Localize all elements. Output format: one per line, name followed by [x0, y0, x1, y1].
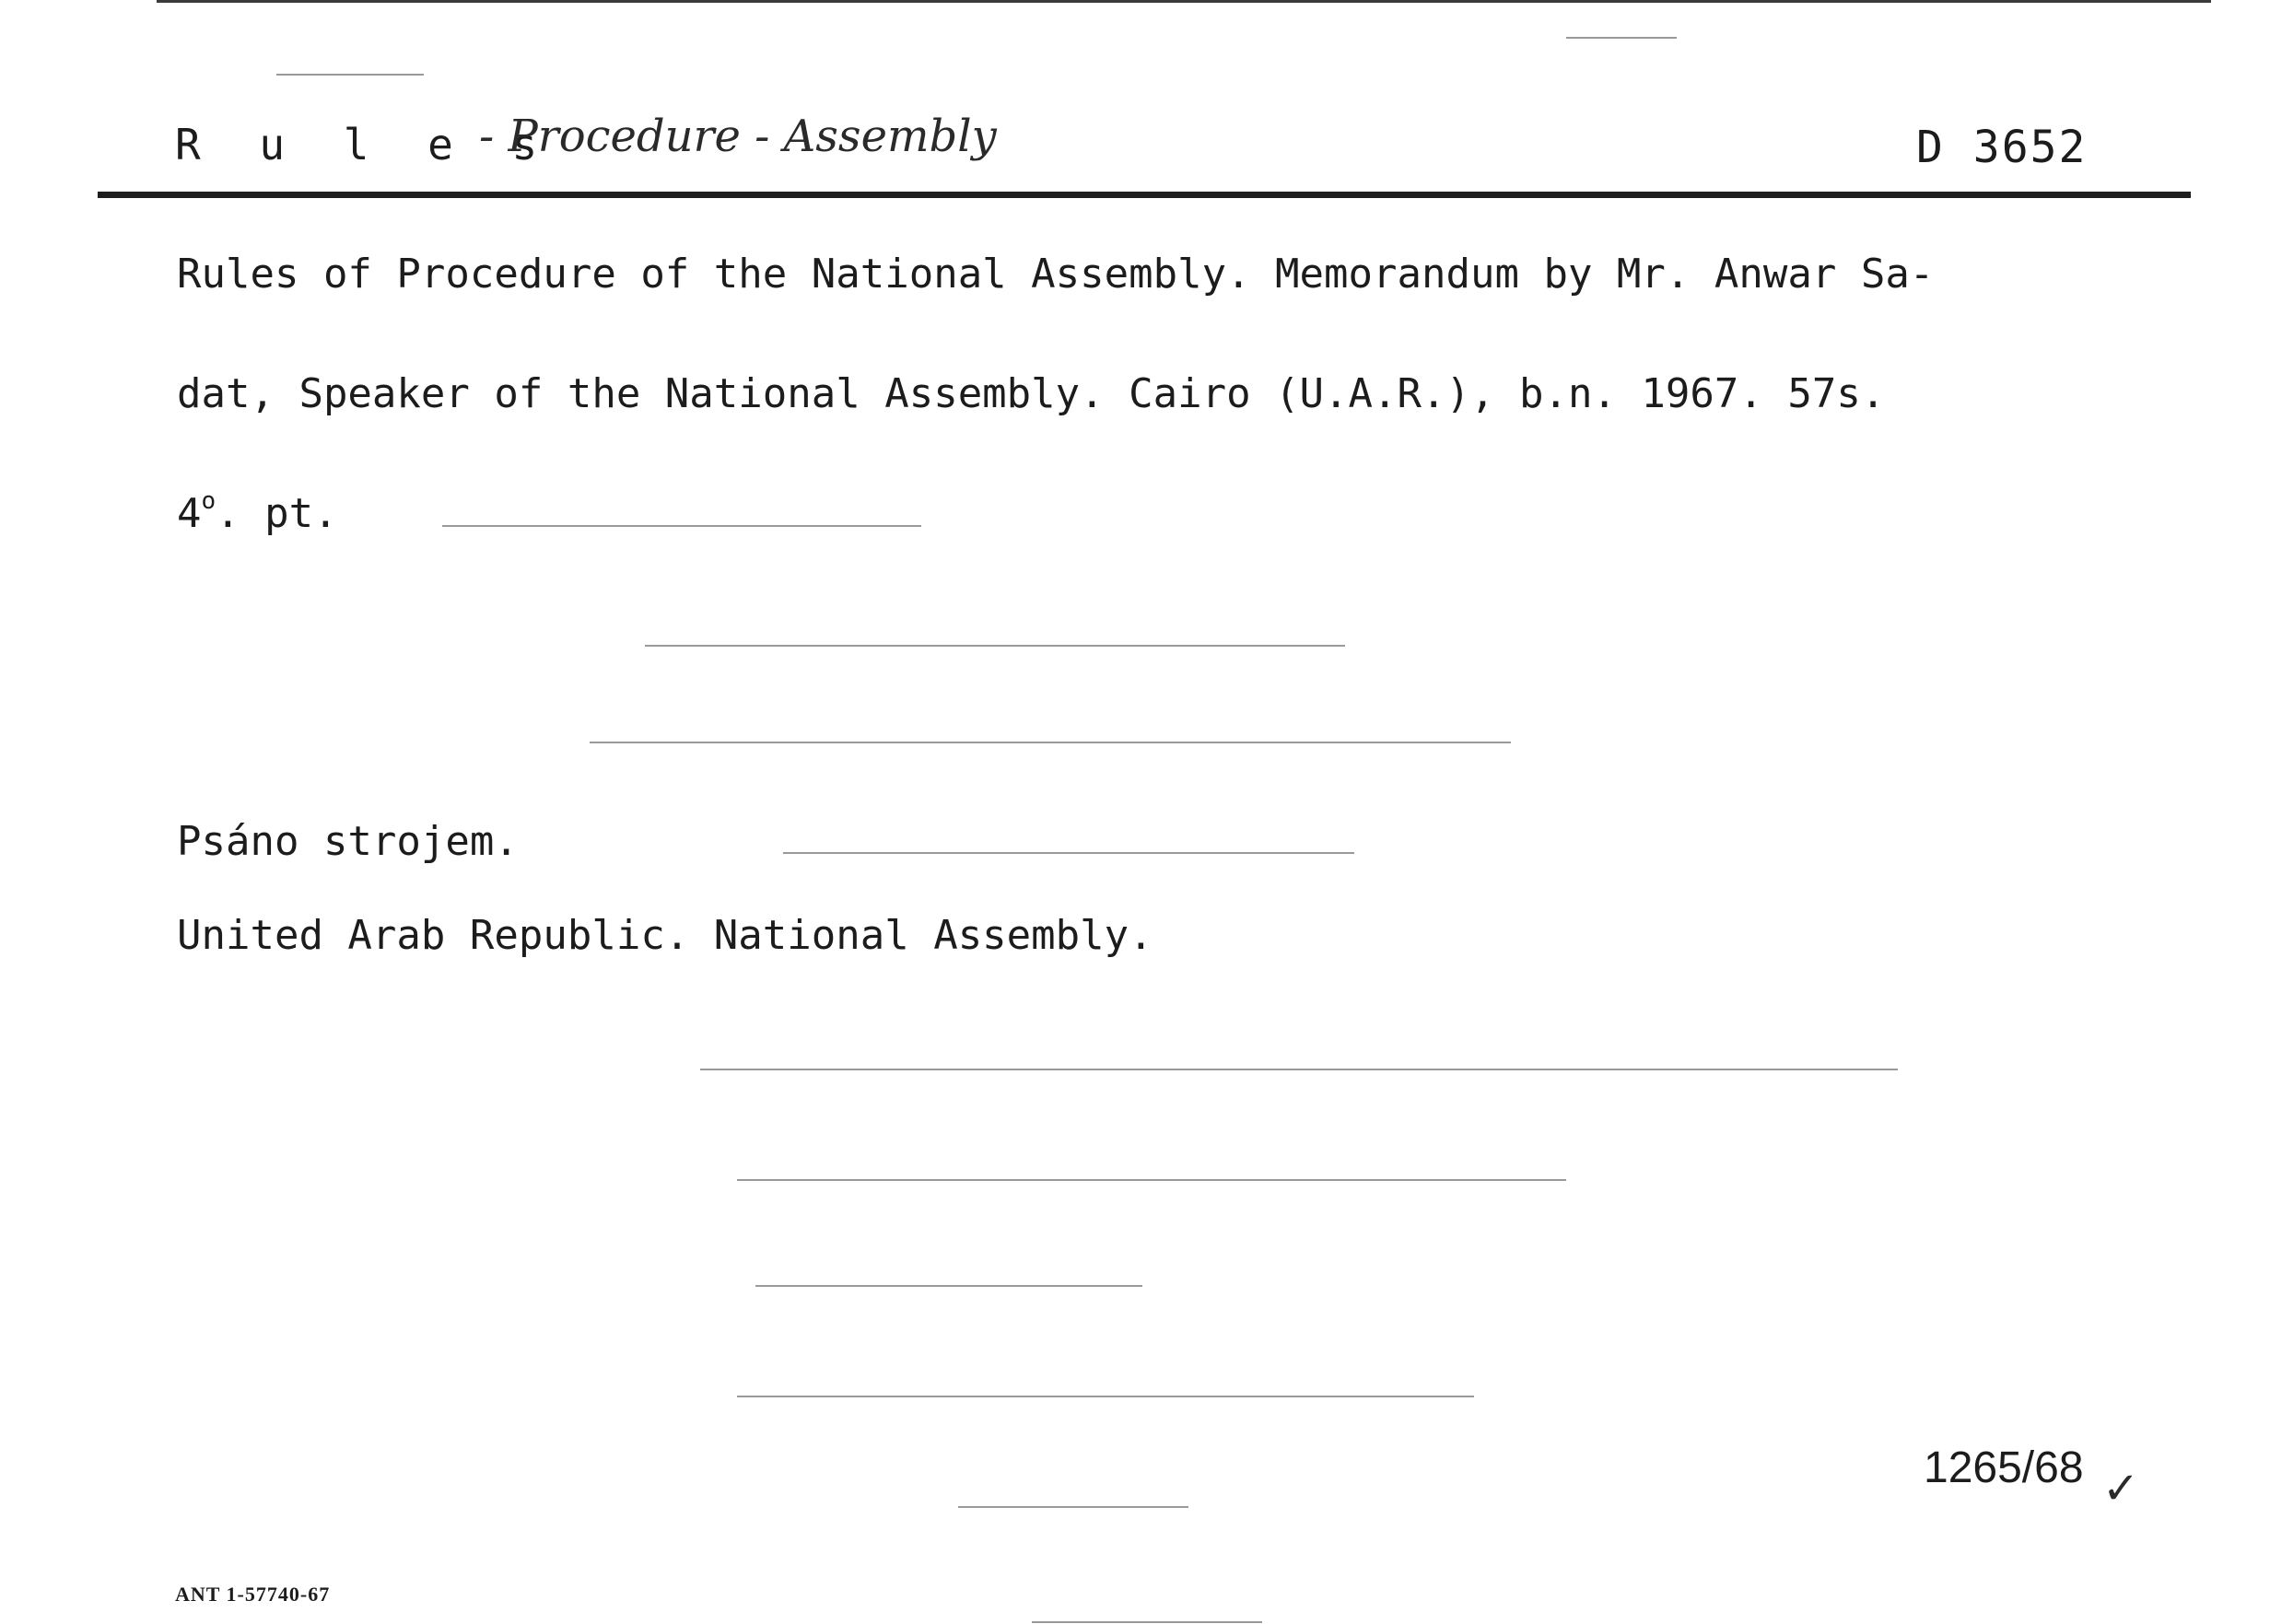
card-heading: R u l e s [175, 120, 555, 169]
description-line-2: dat, Speaker of the National Assembly. Cairo (U.A.R.), b.n. 1967. 57s. [177, 370, 1886, 417]
scan-noise [1032, 1621, 1262, 1623]
heading-divider [98, 192, 2191, 198]
scan-noise [700, 1069, 1898, 1070]
format-degree: o [201, 487, 216, 515]
scan-noise [737, 1396, 1474, 1397]
scan-noise [737, 1179, 1566, 1181]
scan-noise [958, 1506, 1188, 1508]
subject-entry: United Arab Republic. National Assembly. [177, 912, 1153, 959]
format-rest: . pt. [216, 490, 338, 537]
card-top-edge [157, 0, 2211, 3]
accession-number: 1265/68 [1924, 1443, 2084, 1492]
format-number: 4 [177, 490, 202, 537]
scan-noise [442, 525, 921, 527]
call-number: D 3652 [1916, 122, 2088, 173]
handwritten-heading-annotation: - Procedure - Assembly [479, 111, 997, 162]
printer-code: ANT 1-57740-67 [175, 1583, 331, 1606]
typed-note: Psáno strojem. [177, 818, 519, 865]
description-line-1: Rules of Procedure of the National Assembly. Memorandum by Mr. Anwar Sa- [177, 251, 1935, 298]
scan-noise [755, 1285, 1142, 1287]
check-mark-icon: ✓ [2102, 1463, 2140, 1514]
scan-noise [645, 645, 1345, 647]
scan-noise [590, 742, 1511, 743]
scan-noise [1566, 37, 1677, 39]
format-line [177, 487, 338, 537]
scan-noise [783, 852, 1354, 854]
scan-noise [276, 74, 424, 76]
